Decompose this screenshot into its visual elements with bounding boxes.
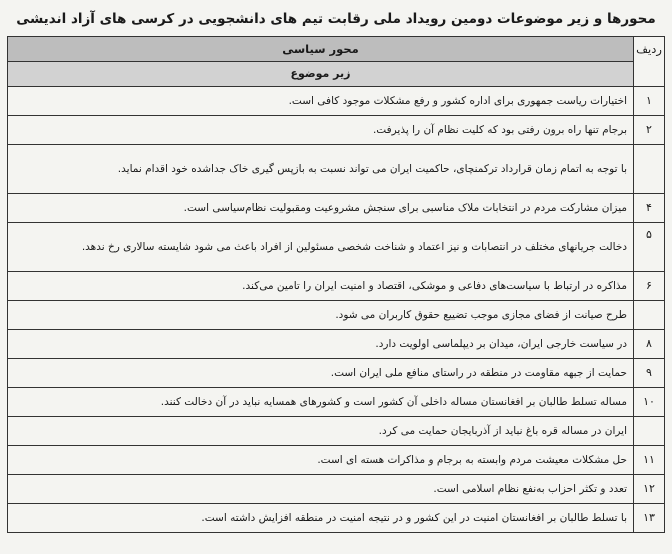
row-text: با توجه به اتمام زمان قرارداد ترکمنچای، حاکمیت ایران می تواند نسبت به بازپس گیری خاک جداشده خود اقدام نماید. (8, 145, 634, 194)
row-number: ۸ (634, 330, 665, 359)
axis-header: محور سیاسی (8, 37, 634, 62)
row-number (634, 301, 665, 330)
row-text: میزان مشارکت مردم در انتخابات ملاک مناسبی برای سنجش مشروعیت ومقبولیت نظام‌سیاسی است. (8, 194, 634, 223)
row-text: مذاکره در ارتباط با سیاست‌های دفاعی و موشکی، اقتصاد و امنیت ایران را تامین می‌کند. (8, 272, 634, 301)
table-row (8, 116, 665, 145)
row-number: ۱۳ (634, 504, 665, 533)
table-row (8, 145, 665, 194)
row-number: ۱۱ (634, 446, 665, 475)
row-number: ۱۰ (634, 388, 665, 417)
table-row (8, 475, 665, 504)
table-row (8, 417, 665, 446)
row-number: ۲ (634, 116, 665, 145)
row-text: دخالت جریانهای مختلف در انتصابات و نیز اعتماد و شناخت شخصی مسئولین از افراد باعث می شود شایسته سالاری رخ ندهد. (8, 223, 634, 272)
row-number (634, 145, 665, 194)
row-text: مساله تسلط طالبان بر افغانستان مساله داخلی آن کشور است و کشورهای همسایه نباید در آن دخالت کنند. (8, 388, 634, 417)
table-row (8, 446, 665, 475)
row-text: تعدد و تکثر احزاب بەنفع نظام اسلامی است. (8, 475, 634, 504)
row-text: ایران در مساله قره باغ نباید از آذربایجان حمایت می کرد. (8, 417, 634, 446)
row-number: ۹ (634, 359, 665, 388)
row-number (634, 417, 665, 446)
table-row (8, 272, 665, 301)
table-header-row (8, 37, 665, 62)
table-row (8, 301, 665, 330)
table-row (8, 388, 665, 417)
table-row (8, 359, 665, 388)
row-number: ۱۲ (634, 475, 665, 504)
row-text: در سیاست خارجی ایران، میدان بر دیپلماسی اولویت دارد. (8, 330, 634, 359)
row-number: ۶ (634, 272, 665, 301)
row-text: طرح صیانت از فضای مجازی موجب تضییع حقوق کاربران می شود. (8, 301, 634, 330)
table-row (8, 87, 665, 116)
table-row (8, 223, 665, 272)
topics-table (7, 36, 665, 533)
row-text: حل مشکلات معیشت مردم وابسته به برجام و مذاکرات هسته ای است. (8, 446, 634, 475)
document-title: محورها و زیر موضوعات دومین رویداد ملی رقابت تیم های دانشجویی در کرسی های آزاد اندیشی (16, 11, 656, 27)
row-text: حمایت از جبهه مقاومت در منطقه در راستای منافع ملی ایران است. (8, 359, 634, 388)
row-number: ۴ (634, 194, 665, 223)
table-row (8, 330, 665, 359)
row-number: ۱ (634, 87, 665, 116)
row-text: برجام تنها راه برون رفتی بود که کلیت نظام آن را پذیرفت. (8, 116, 634, 145)
subtopic-header-row (8, 62, 665, 87)
row-text: با تسلط طالبان بر افغانستان امنیت در این کشور و در نتیجه امنیت در منطقه افزایش داشته است. (8, 504, 634, 533)
subtopic-header: زیر موضوع (8, 62, 634, 87)
row-number: ۵ (634, 223, 665, 272)
table-row (8, 504, 665, 533)
table-row (8, 194, 665, 223)
radif-column-header: ردیف (634, 37, 665, 87)
row-text: اختیارات ریاست جمهوری برای اداره کشور و رفع مشکلات موجود کافی است. (8, 87, 634, 116)
